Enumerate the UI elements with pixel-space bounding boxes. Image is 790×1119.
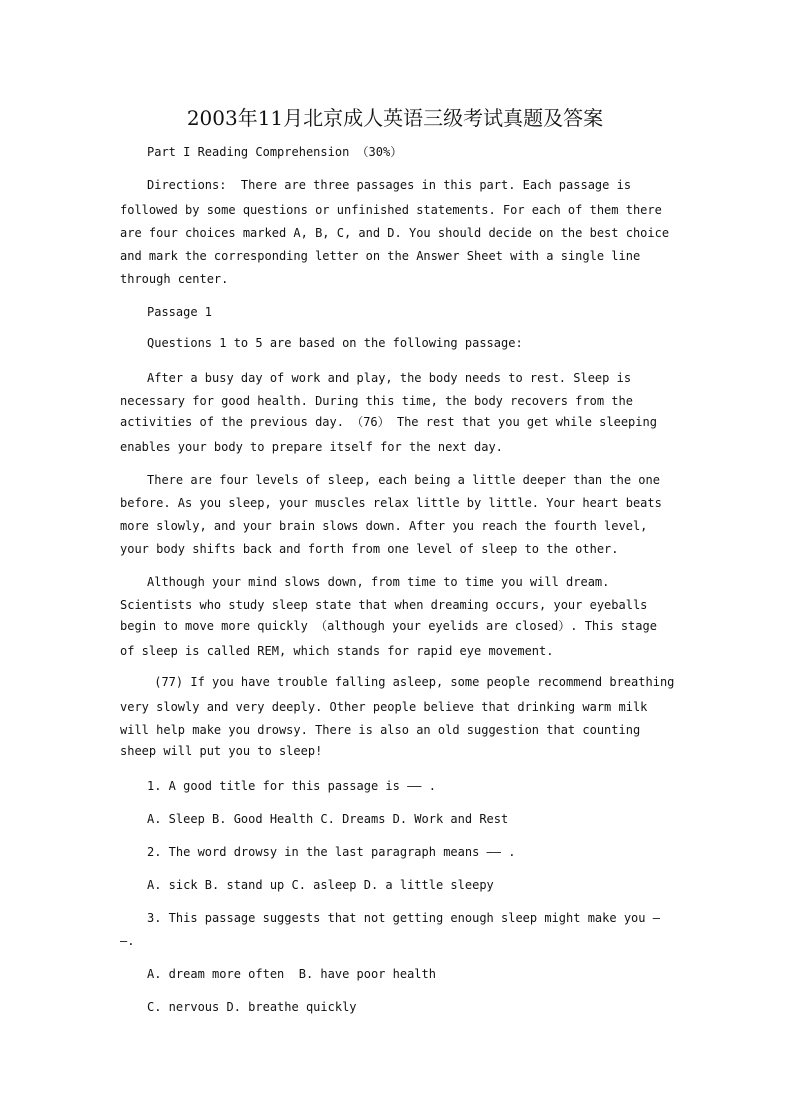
question-1: 1. A good title for this passage is —— . <box>147 779 436 793</box>
paragraph-3-line-1: Although your mind slows down, from time to time you will dream. <box>147 575 610 589</box>
paragraph-1-line-4: enables your body to prepare itself for the next day. <box>120 440 503 454</box>
passage-label: Passage 1 <box>147 305 213 319</box>
paragraph-4-line-2: very slowly and very deeply. Other people believe that drinking warm milk <box>120 700 648 714</box>
paragraph-2-line-3: more slowly, and your brain slows down. After you reach the fourth level, <box>120 519 648 533</box>
part-heading: Part I Reading Comprehension （30%） <box>147 145 403 159</box>
paragraph-4-line-3: will help make you drowsy. There is also an old suggestion that counting <box>120 723 641 737</box>
directions-line-2: followed by some questions or unfinished statements. For each of them there <box>120 203 662 217</box>
paragraph-1-line-1: After a busy day of work and play, the body needs to rest. Sleep is <box>147 371 632 385</box>
paragraph-1-line-2: necessary for good health. During this time, the body recovers from the <box>120 394 633 408</box>
question-3-options-line-2: C. nervous D. breathe quickly <box>147 1000 357 1014</box>
directions-line-1: Directions: There are three passages in this part. Each passage is <box>147 178 632 192</box>
paragraph-3-line-4: of sleep is called REM, which stands for rapid eye movement. <box>120 644 554 658</box>
questions-intro: Questions 1 to 5 are based on the following passage: <box>147 336 523 350</box>
paragraph-3-line-2: Scientists who study sleep state that when dreaming occurs, your eyeballs <box>120 598 648 612</box>
directions-line-3: are four choices marked A, B, C, and D. You should decide on the best choice <box>120 226 670 240</box>
paragraph-4-line-4: sheep will put you to sleep! <box>120 744 323 758</box>
question-1-options: A. Sleep B. Good Health C. Dreams D. Work and Rest <box>147 812 509 826</box>
paragraph-2-line-4: your body shifts back and forth from one level of sleep to the other. <box>120 542 619 556</box>
question-3-line-2: —. <box>120 934 135 948</box>
directions-line-5: through center. <box>120 272 229 286</box>
paragraph-1-line-3: activities of the previous day. （76） The rest that you get while sleeping <box>120 415 657 429</box>
question-2: 2. The word drowsy in the last paragraph means —— . <box>147 845 516 859</box>
question-2-options: A. sick B. stand up C. asleep D. a little sleepy <box>147 878 494 892</box>
paragraph-4-line-1: (77) If you have trouble falling asleep, some people recommend breathing <box>147 675 675 689</box>
page-title: 2003年11月北京成人英语三级考试真题及答案 <box>186 106 604 130</box>
question-3-options-line-1: A. dream more often B. have poor health <box>147 967 436 981</box>
directions-line-4: and mark the corresponding letter on the Answer Sheet with a single line <box>120 249 641 263</box>
paragraph-2-line-1: There are four levels of sleep, each being a little deeper than the one <box>147 473 660 487</box>
question-3-line-1: 3. This passage suggests that not getting enough sleep might make you — <box>147 911 660 925</box>
paragraph-3-line-3: begin to move more quickly （although your eyelids are closed）. This stage <box>120 619 657 633</box>
paragraph-2-line-2: before. As you sleep, your muscles relax little by little. Your heart beats <box>120 496 662 510</box>
